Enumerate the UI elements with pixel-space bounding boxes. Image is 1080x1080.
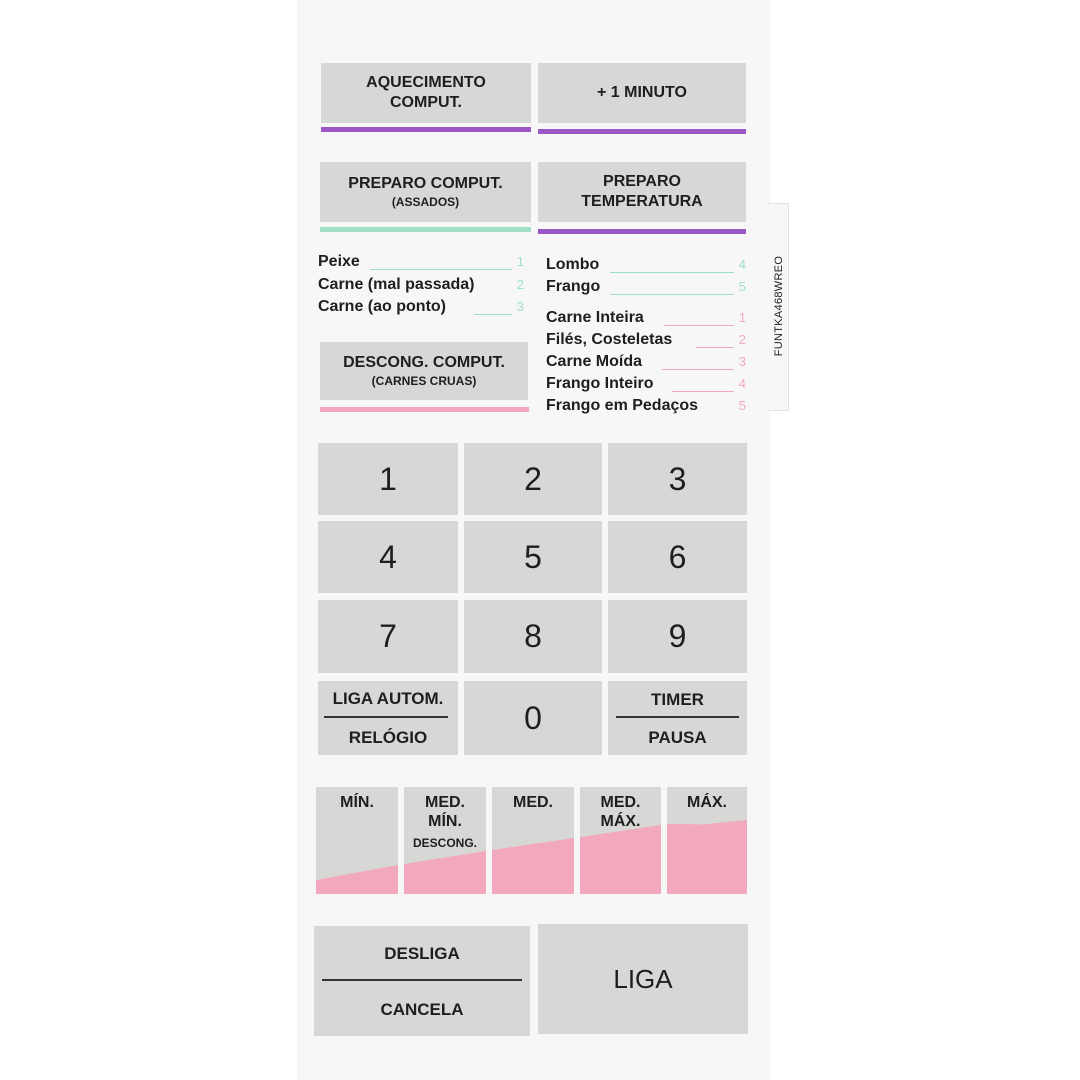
list-item: Peixe 1: [318, 253, 524, 270]
cancela-label: CANCELA: [380, 1000, 464, 1019]
liga-autom-label: LIGA AUTOM.: [332, 689, 444, 708]
power-med-max-line1: MED.: [600, 794, 641, 811]
power-min-label: MÍN.: [340, 794, 374, 811]
power-ramp-segment-1: [316, 865, 398, 894]
preparo-temperatura-line1: PREPARO: [603, 173, 681, 190]
desliga-label: DESLIGA: [384, 944, 460, 963]
list-item: Frango Inteiro 4: [546, 375, 746, 392]
preparo-comput-sublabel: (ASSADOS): [391, 195, 460, 209]
model-code-label: FUNTKA468WREO: [773, 255, 785, 357]
list-item: Carne (ao ponto) 3: [318, 298, 524, 315]
key-1[interactable]: 1: [318, 443, 458, 515]
key-5[interactable]: 5: [464, 521, 602, 593]
plus-one-minute-label: + 1 MINUTO: [597, 84, 687, 101]
liga-button[interactable]: LIGA: [538, 924, 748, 1034]
key-9[interactable]: 9: [608, 600, 747, 673]
preparo-temperatura-purple-bar: [538, 229, 746, 234]
power-ramp-segment-3: [492, 838, 574, 894]
timer-pausa-button[interactable]: [608, 681, 747, 755]
list-item: Lombo 4: [546, 256, 746, 273]
plus-minute-purple-bar: [538, 129, 746, 134]
key-2[interactable]: 2: [464, 443, 602, 515]
descong-list: [546, 309, 750, 419]
relogio-label: RELÓGIO: [348, 728, 428, 747]
list-item: Carne (mal passada) 2: [318, 276, 524, 293]
key-3[interactable]: 3: [608, 443, 747, 515]
preparo-temperatura-button[interactable]: [538, 162, 746, 222]
desliga-cancela-button[interactable]: [314, 926, 530, 1036]
preparo-list-right: [546, 256, 750, 302]
list-item: Frango em Pedaços 5: [546, 397, 746, 414]
descong-comput-sublabel: (CARNES CRUAS): [371, 374, 477, 388]
power-med-label: MED.: [513, 794, 553, 811]
aquecimento-comput-button[interactable]: [321, 63, 531, 123]
list-item: Carne Inteira 1: [546, 309, 746, 326]
descong-comput-label: DESCONG. COMPUT.: [343, 354, 505, 371]
power-ramp-segment-2: [404, 851, 486, 894]
aquecimento-purple-bar: [321, 127, 531, 132]
aquecimento-label-line2: COMPUT.: [390, 94, 462, 111]
key-0[interactable]: 0: [464, 681, 602, 755]
power-med-min-line1: MED.: [425, 794, 465, 811]
preparo-temperatura-line2: TEMPERATURA: [581, 193, 703, 210]
power-med-max-line2: MÁX.: [600, 813, 641, 830]
power-med-min-line2: MÍN.: [428, 813, 462, 830]
key-7[interactable]: 7: [318, 600, 458, 673]
list-item: Frango 5: [546, 278, 746, 295]
power-level-ramp: [316, 787, 747, 894]
preparo-comput-label: PREPARO COMPUT.: [348, 175, 503, 192]
preparo-comput-green-bar: [320, 227, 531, 232]
preparo-list-left: [318, 253, 528, 323]
divider: [616, 716, 739, 718]
preparo-comput-button[interactable]: [320, 162, 531, 222]
divider: [324, 716, 448, 718]
plus-one-minute-button[interactable]: [538, 63, 746, 123]
descong-comput-button[interactable]: [320, 342, 528, 400]
key-6[interactable]: 6: [608, 521, 747, 593]
key-8[interactable]: 8: [464, 600, 602, 673]
power-descong-label: DESCONG.: [412, 836, 477, 850]
descong-pink-bar: [320, 407, 529, 412]
list-item: Filés, Costeletas 2: [546, 331, 746, 348]
power-max-label: MÁX.: [687, 794, 727, 811]
divider: [322, 979, 522, 981]
power-ramp-segment-4: [580, 825, 661, 894]
list-item: Carne Moída 3: [546, 353, 746, 370]
liga-autom-relogio-button[interactable]: [318, 681, 458, 755]
aquecimento-label-line1: AQUECIMENTO: [366, 74, 486, 91]
pausa-label: PAUSA: [648, 728, 707, 747]
power-max-ramp-top: [667, 820, 747, 828]
key-4[interactable]: 4: [318, 521, 458, 593]
timer-label: TIMER: [651, 690, 704, 709]
